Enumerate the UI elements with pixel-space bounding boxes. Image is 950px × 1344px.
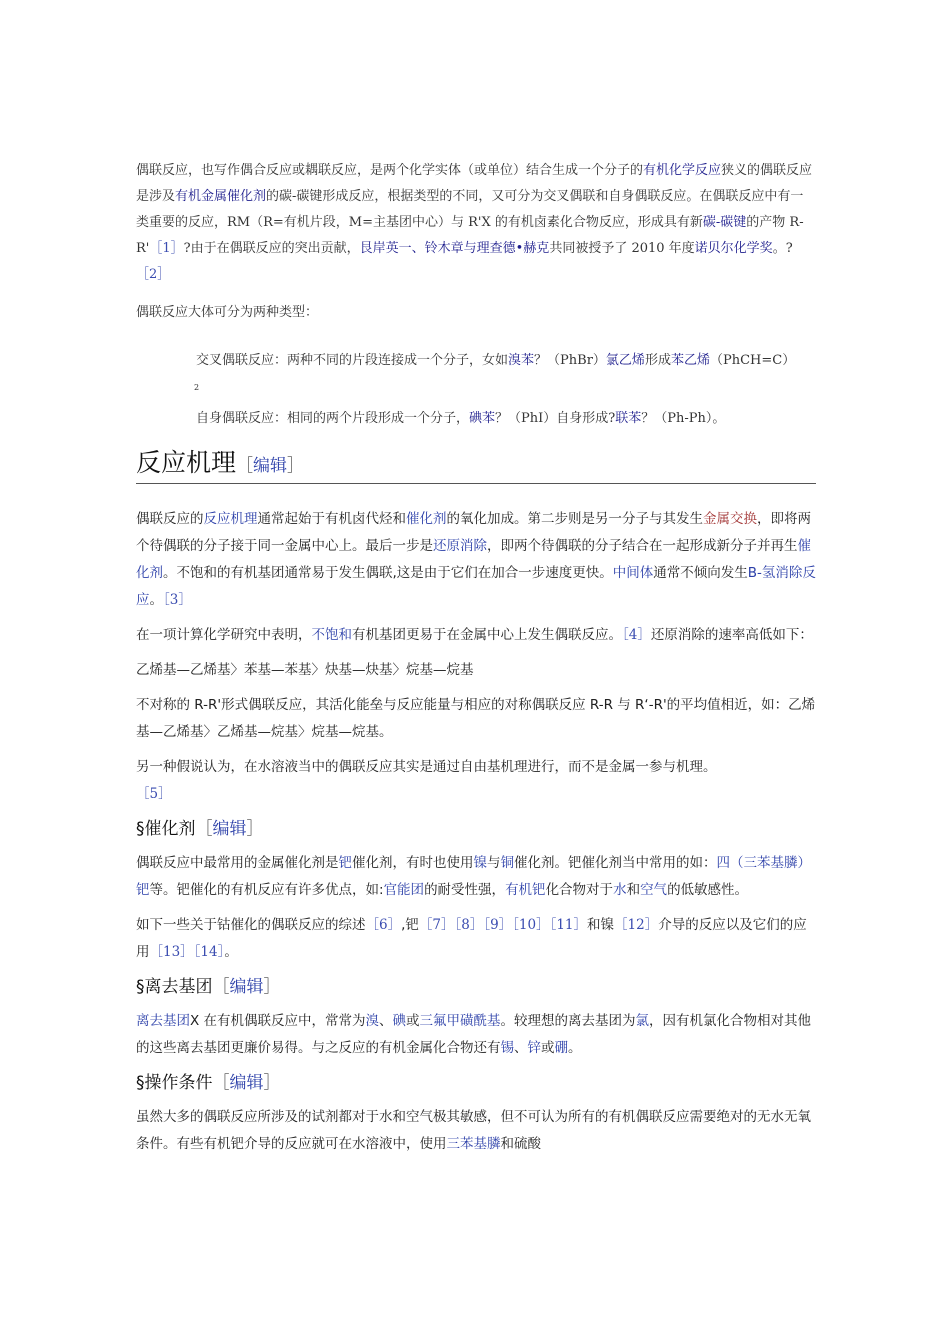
text: 有机基团更易于在金属中心上发生偶联反应。 [352,627,622,643]
edit-link[interactable]: 编辑 [229,977,264,997]
text: 还原消除的速率高低如下： [650,627,813,643]
link-nobel-prize[interactable]: 诺贝尔化学奖 [694,241,773,256]
text: 通常不倾向发生 [653,565,748,581]
link-boron[interactable]: 硼 [554,1040,568,1056]
link-beta-hydride-elimination[interactable]: B-氢消除反应 [136,565,816,608]
text: 与 [487,855,501,871]
article-body [136,158,816,1166]
section-heading-mechanism [136,446,816,484]
text: 、 [514,1040,528,1056]
rate-order: 乙烯基—乙烯基〉苯基—苯基〉炔基—炔基〉烷基—烷基 [136,662,474,678]
heading-text: §操作条件 [136,1073,213,1093]
cross-coupling-item [136,348,816,400]
link-bromine[interactable]: 溴 [365,1013,380,1029]
edit-bracket: ［ [212,1073,230,1093]
text: 通常起始于有机卤代烃和 [257,511,406,527]
text: 。 [149,592,163,608]
link-transmetalation[interactable]: 金属交换 [703,511,757,527]
edit-bracket: ］ [246,819,264,839]
text: ，即两个待偶联的分子结合在一起形成新分子并再生 [487,538,798,554]
homo-coupling-item [136,406,816,432]
item-text: ？（Ph-Ph）。 [641,411,726,426]
edit-link[interactable]: 编辑 [229,1073,264,1093]
catalyst-paragraph-1 [136,850,816,904]
edit-bracket: ］ [263,1073,281,1093]
text: 。 [224,944,238,960]
subscript: 2 [194,383,200,392]
text: 偶联反应中最常用的金属催化剂是 [136,855,339,871]
link-water[interactable]: 水 [613,882,627,898]
link-triphenylphosphine[interactable]: 三苯基膦 [446,1136,501,1152]
intro-paragraph [136,158,816,288]
edit-link[interactable]: 编辑 [212,819,247,839]
reference-link[interactable]: ［3］ [163,592,192,608]
text: 虽然大多的偶联反应所涉及的试剂都对于水和空气极其敏感，但不可认为所有的有机偶联反应需要绝对的无水无氧条件。有些有机钯介导的反应就可在水溶液中，使用 [136,1109,811,1152]
text: 。不饱和的有机基团通常易于发生偶联,这是由于它们在加合一步速度更快。 [163,565,613,581]
reference-link[interactable]: ［1］ [149,241,184,256]
reference-link[interactable]: ［12］ [614,917,659,933]
text: ，因有机氯化合物相对其他的这些离去基团更廉价易得。与之反应的有机金属化合物还有 [136,1013,812,1056]
mechanism-paragraph-1 [136,506,816,614]
link-reaction-mechanism[interactable]: 反应机理 [203,511,258,527]
mechanism-paragraph-4: 不对称的 R-R'形式偶联反应，其活化能垒与反应能量与相应的对称偶联反应 R-R 与 R‘-R'的平均值相近，如：乙烯基—乙烯基〉乙烯基—烷基〉烷基—烷基。 [136,697,816,740]
intro-text: 的碳-碳键形成反应，根据类型的不同，又可分为交叉偶联和自身偶联反应。在偶联反应中有一类重要的反应，RM（R=有机片段，M=主基团中心）与 R'X 的有机卤素化合物反应，形成具有新 [136,189,804,230]
link-functional-group[interactable]: 官能团 [383,882,425,898]
text: 的耐受性强， [424,882,506,898]
intro-text: 。? [772,241,793,256]
item-text: 自身偶联反应：相同的两个片段形成一个分子， [196,411,470,426]
link-zinc[interactable]: 锌 [527,1040,541,1056]
reference-links[interactable]: ［13］［14］ [149,944,225,960]
reference-link[interactable]: ［6］ [365,917,402,933]
leaving-group-paragraph [136,1008,816,1062]
link-catalyst[interactable]: 催化剂 [136,538,811,581]
link-chlorine[interactable]: 氯 [635,1013,650,1029]
text: 。 [568,1040,582,1056]
text: 或 [541,1040,555,1056]
link-iodobenzene[interactable]: 碘苯 [469,411,496,426]
edit-bracket: ［ [195,819,213,839]
heading-text: §催化剂 [136,819,196,839]
intro-text: 共同被授予了 2010 年度 [549,241,695,256]
reference-link[interactable]: ［2］ [136,267,171,282]
item-text: 交叉偶联反应：两种不同的片段连接成一个分子，女如 [196,353,509,368]
link-leaving-group[interactable]: 离去基团 [136,1013,190,1029]
item-text: 形成 [644,353,671,368]
reference-link[interactable]: ［4］ [622,627,651,643]
link-nickel[interactable]: 镍 [473,855,487,871]
link-organopalladium[interactable]: 有机钯 [505,882,546,898]
item-text: ？（PhBr） [534,353,606,368]
edit-bracket: ］ [287,456,305,476]
edit-link[interactable]: 编辑 [253,456,288,476]
edit-bracket: ［ [236,456,254,476]
section-heading-conditions [136,1070,816,1096]
intro-text: 狭义的偶联反应是涉及 [136,163,813,204]
catalyst-paragraph-2 [136,912,816,966]
text: 或 [406,1013,420,1029]
link-tin[interactable]: 锡 [500,1040,514,1056]
link-copper[interactable]: 铜 [500,855,514,871]
link-tetrakis-palladium[interactable]: 四（三苯基膦）钯 [136,855,811,898]
text: 催化剂。钯催化剂当中常用的如： [514,855,717,871]
link-triflyl[interactable]: 三氟甲磺酰基 [419,1013,501,1029]
text: 。较理想的离去基团为 [500,1013,636,1029]
heading-text: 反应机理 [136,448,237,477]
mechanism-paragraph-5 [136,754,816,808]
link-iodine[interactable]: 碘 [392,1013,407,1029]
intro-text: 偶联反应，也写作偶合反应或耦联反应，是两个化学实体（或单位）结合生成一个分子的 [136,163,644,178]
text: 、 [379,1013,393,1029]
link-nobel-laureates[interactable]: 艮岸英一、铃木章与理查德•赫克 [359,241,550,256]
edit-bracket: ］ [263,977,281,997]
text: 介导的反应以及它们的应用 [136,917,807,960]
section-heading-leaving-group [136,974,816,1000]
heading-text: §离去基团 [136,977,213,997]
link-palladium[interactable]: 钯 [338,855,352,871]
link-styrene[interactable]: 苯乙烯 [670,353,710,368]
text: 另一种假说认为，在水溶液当中的偶联反应其实是通过自由基机理进行，而不是金属一参与机理。 [136,759,717,775]
text: 催化剂，有时也使用 [352,855,474,871]
link-unsaturated[interactable]: 不饱和 [311,627,352,643]
text: 和镍 [587,917,615,933]
link-biphenyl[interactable]: 联苯 [615,411,642,426]
link-bromobenzene[interactable]: 溴苯 [508,353,535,368]
text: 偶联反应的 [136,511,204,527]
item-text: （PhCH=C） [709,353,796,368]
text: 的低敏感性。 [667,882,749,898]
mechanism-paragraph-2 [136,622,816,649]
text: 的氧化加成。第二步则是另一分子与其发生 [446,511,703,527]
text: ，即将两个待偶联的分子接于同一金属中心上。最后一步是 [136,511,811,554]
reference-links[interactable]: ［7］［8］［9］［10］［11］ [418,917,588,933]
link-reductive-elimination[interactable]: 还原消除 [433,538,487,554]
link-catalyst[interactable]: 催化剂 [406,511,447,527]
text: 如下一些关于钴催化的偶联反应的综述 [136,917,366,933]
intro-text: ?由于在偶联反应的突出贡献， [183,241,360,256]
link-intermediate[interactable]: 中间体 [612,565,654,581]
intro-text: 的产物 R-R' [136,215,804,256]
text: X 在有机偶联反应中，常常为 [190,1013,366,1029]
text: 等。钯催化的有机反应有许多优点，如: [149,882,384,898]
edit-bracket: ［ [212,977,230,997]
text: ,钯 [401,917,419,933]
section-heading-catalyst [136,816,816,842]
link-organometallic-catalyst[interactable]: 有机金属催化剂 [175,189,267,204]
link-organic-reaction[interactable]: 有机化学反应 [643,163,722,178]
conditions-paragraph [136,1104,816,1158]
link-vinyl-chloride[interactable]: 氯乙烯 [605,353,645,368]
text: 和 [626,882,641,898]
text: 和硫酸 [500,1136,541,1152]
text: 化合物对于 [545,882,614,898]
link-carbon-carbon-bond[interactable]: 碳-碳键 [702,215,747,230]
types-intro: 偶联反应大体可分为两种类型： [136,305,319,320]
item-text: ？（PhI）自身形成? [495,411,616,426]
reference-link[interactable]: ［5］ [136,786,172,802]
text: 在一项计算化学研究中表明， [136,627,312,643]
link-air[interactable]: 空气 [640,882,668,898]
